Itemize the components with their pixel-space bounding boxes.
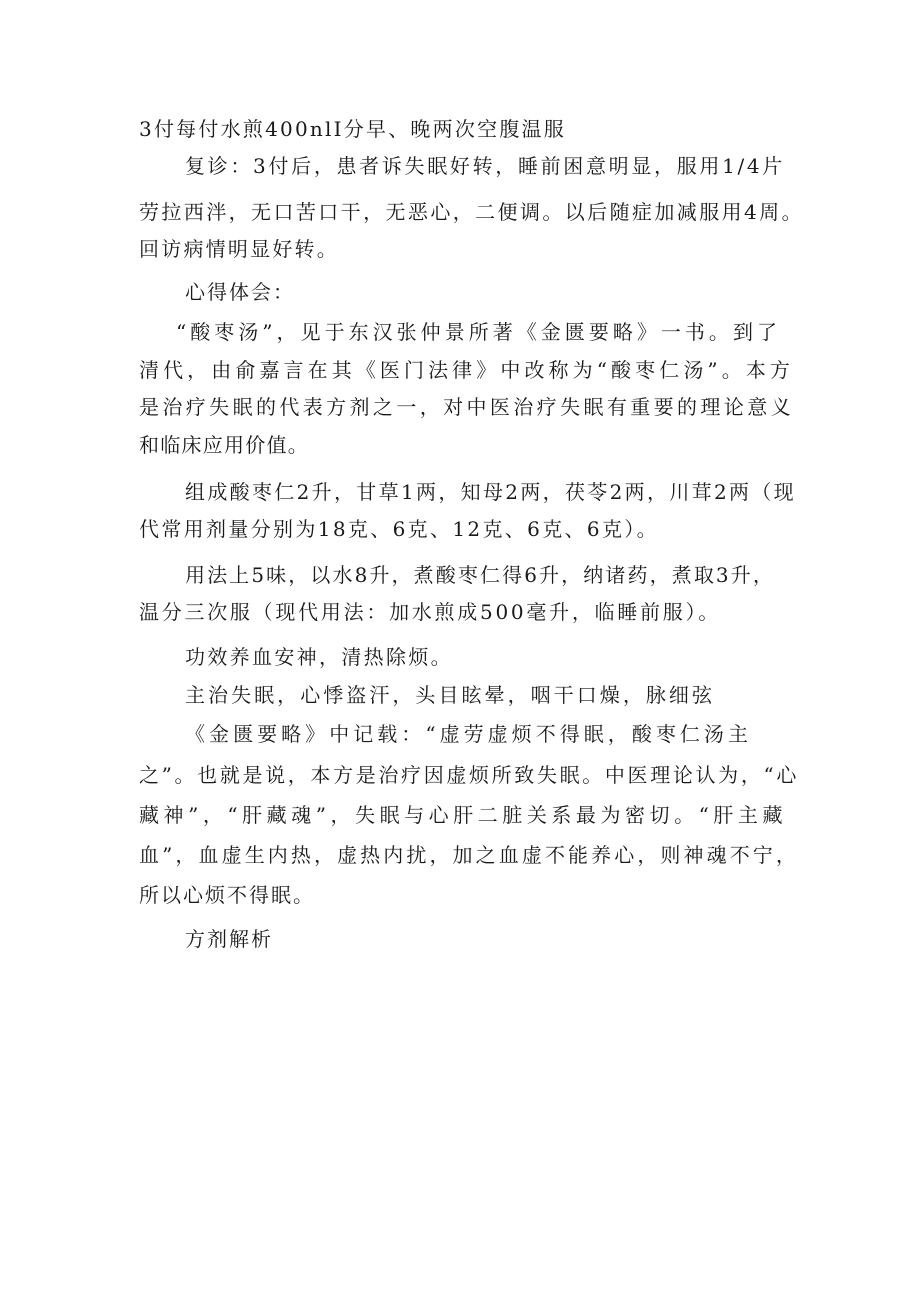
- text-line: 清代，由俞嘉言在其《医门法律》中改称为“酸枣仁汤”。本方: [139, 358, 794, 382]
- text-line: 劳拉西泮，无口苦口干，无恶心，二便调。以后随症加减服用4周。: [139, 200, 804, 224]
- text-line: 所以心烦不得眠。: [139, 883, 315, 907]
- text-line: 方剂解析: [185, 927, 273, 951]
- text-line: 组成酸枣仁2升，甘草1两，知母2两，茯苓2两，川茸2两（现: [185, 480, 796, 504]
- text-line: 和临床应用价值。: [139, 433, 309, 457]
- text-line: “酸枣汤”，见于东汉张仲景所著《金匮要略》一书。到了: [176, 320, 781, 344]
- text-line: 《金匮要略》中记载：“虚劳虚烦不得眠，酸枣仁汤主: [185, 722, 752, 746]
- text-line: 血”，血虚生内热，虚热内扰，加之血虚不能养心，则神魂不宁，: [139, 843, 799, 867]
- text-line: 心得体会：: [185, 280, 295, 304]
- text-line: 功效养血安神，清热除烦。: [185, 645, 453, 669]
- text-line: 用法上5味，以水8升，煮酸枣仁得6升，纳诸药，煮取3升，: [185, 563, 775, 587]
- text-line: 回访病情明显好转。: [139, 237, 339, 261]
- text-line: 代常用剂量分别为18克、6克、12克、6克、6克）。: [139, 517, 659, 541]
- text-line: 之”。也就是说，本方是治疗因虚烦所致失眠。中医理论认为，“心: [139, 763, 799, 787]
- text-line: 是治疗失眠的代表方剂之一，对中医治疗失眠有重要的理论意义: [139, 395, 794, 419]
- text-line: 3付每付水煎400nlI分早、晚两次空腹温服: [139, 117, 566, 141]
- text-line: 温分三次服（现代用法：加水煎成500毫升，临睡前服）。: [139, 600, 721, 624]
- text-line: 复诊：3付后，患者诉失眠好转，睡前困意明显，服用1/4片: [185, 154, 785, 178]
- text-line: 主治失眠，心悸盗汗，头目眩晕，咽干口燥，脉细弦: [185, 683, 715, 707]
- text-line: 藏神”，“肝藏魂”，失眠与心肝二脏关系最为密切。“肝主藏: [139, 803, 787, 827]
